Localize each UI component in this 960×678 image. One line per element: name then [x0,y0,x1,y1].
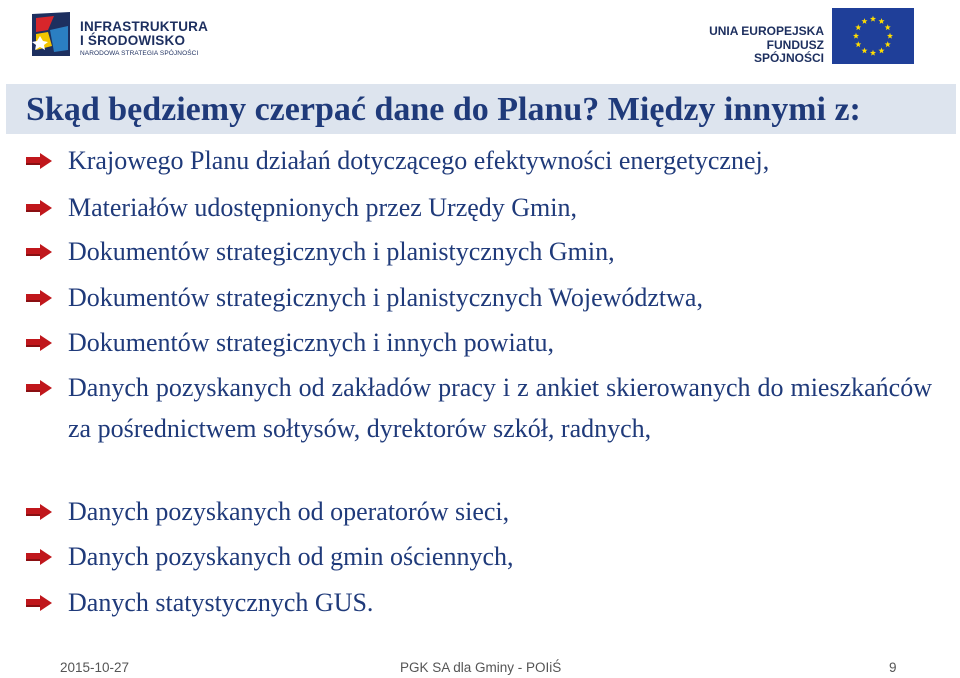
arrow-bullet-icon [26,335,52,351]
logo-line-1: INFRASTRUKTURA [80,19,209,34]
page-number: 9 [889,660,897,675]
arrow-bullet-icon [26,290,52,306]
arrow-bullet-icon [26,549,52,565]
eu-flag-icon [832,8,914,64]
list-item-text: Danych pozyskanych od zakładów pracy i z ankiet skierowanych do mieszkańców za pośrednictwem sołtysów, dyrektorów szkół, radnych, [68,373,932,443]
list-item-text: Materiałów udostępnionych przez Urzędy Gmin, [68,193,578,222]
list-item-text: Danych statystycznych GUS. [68,588,374,617]
footer-date: 2015-10-27 [60,660,130,675]
slide-title: Skąd będziemy czerpać dane do Planu? Między innymi z: [26,91,861,128]
logo-line-2: I ŚRODOWISKO [80,33,186,48]
eu-logo [708,8,938,64]
list-item-text: Danych pozyskanych od gmin ościennych, [68,542,514,571]
flag-mark-icon [30,10,74,58]
infrastruktura-logo [30,10,209,60]
list-item-text: Dokumentów strategicznych i innych powiatu, [68,328,554,357]
footer-center: PGK SA dla Gminy - POIiŚ [400,660,562,675]
list-item-text: Dokumentów strategicznych i planistycznych Województwa, [68,283,703,312]
arrow-bullet-icon [26,595,52,611]
arrow-bullet-icon [26,153,52,169]
list-item-text: Krajowego Planu działań dotyczącego efektywności energetycznej, [68,146,770,175]
list-item-text: Danych pozyskanych od operatorów sieci, [68,497,510,526]
logo-line-3: NARODOWA STRATEGIA SPÓJNOŚCI [80,50,199,57]
arrow-bullet-icon [26,200,52,216]
list-item-text: Dokumentów strategicznych i planistycznych Gmin, [68,237,615,266]
arrow-bullet-icon [26,380,52,396]
arrow-bullet-icon [26,244,52,260]
arrow-bullet-icon [26,504,52,520]
eu-logo-line-1: UNIA EUROPEJSKA [709,24,824,38]
eu-logo-line-2: FUNDUSZ SPÓJNOŚCI [753,38,824,65]
